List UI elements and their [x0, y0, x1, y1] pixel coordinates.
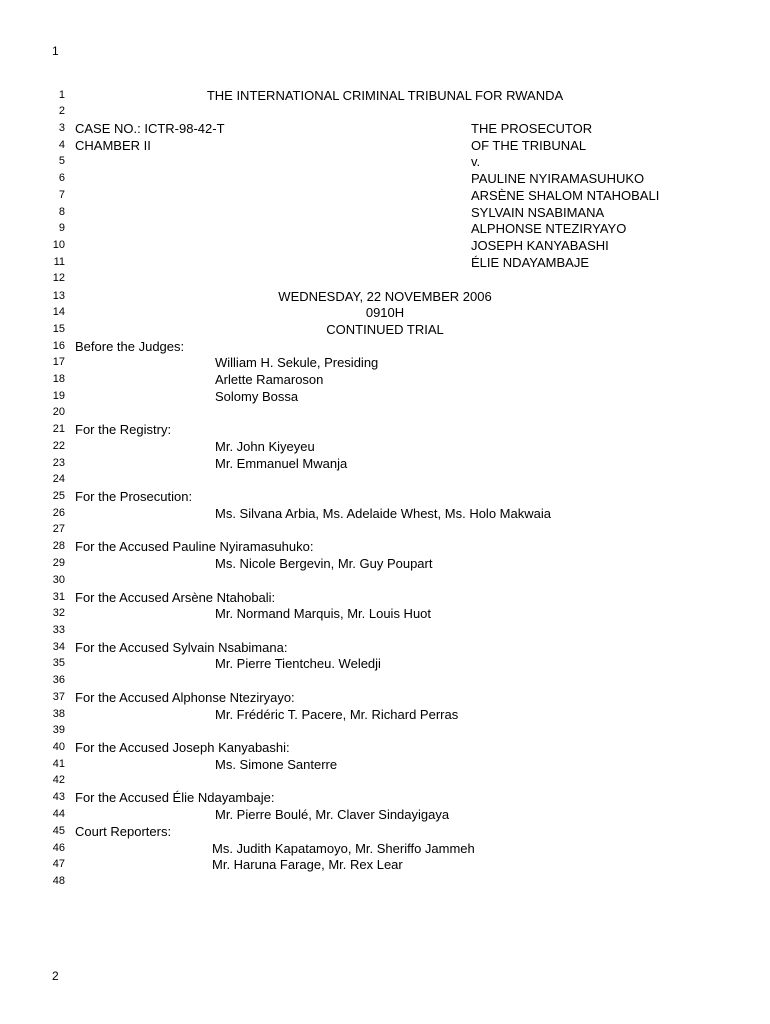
defence-counsel: Ms. Nicole Bergevin, Mr. Guy Poupart	[215, 556, 433, 571]
defence-label: For the Accused Arsène Ntahobali:	[75, 590, 276, 605]
party: THE PROSECUTOR	[471, 121, 593, 136]
line-number: 39	[52, 724, 65, 736]
party: JOSEPH KANYABASHI	[471, 238, 609, 253]
line-number: 27	[52, 523, 65, 535]
line-41	[0, 756, 770, 773]
line-number: 28	[52, 540, 65, 552]
line-48	[0, 873, 770, 890]
line-number: 1	[58, 89, 65, 101]
line-37	[0, 689, 770, 706]
prosecution-counsel: Ms. Silvana Arbia, Ms. Adelaide Whest, Ms. Holo Makwaia	[215, 506, 551, 521]
party: ARSÈNE SHALOM NTAHOBALI	[471, 188, 660, 203]
line-number: 17	[52, 356, 65, 368]
line-45	[0, 823, 770, 840]
line-number: 44	[52, 808, 65, 820]
party: ALPHONSE NTEZIRYAYO	[471, 221, 627, 236]
party: v.	[471, 154, 481, 169]
line-number: 42	[52, 774, 65, 786]
line-14	[0, 304, 770, 321]
line-number: 25	[52, 490, 65, 502]
line-number: 29	[52, 557, 65, 569]
case-number: CASE NO.: ICTR-98-42-T	[75, 121, 225, 136]
line-40	[0, 739, 770, 756]
line-26	[0, 505, 770, 522]
line-number: 6	[58, 172, 65, 184]
line-32	[0, 605, 770, 622]
party: PAULINE NYIRAMASUHUKO	[471, 171, 645, 186]
line-number: 30	[52, 574, 65, 586]
line-42	[0, 772, 770, 789]
line-17	[0, 354, 770, 371]
party: OF THE TRIBUNAL	[471, 138, 587, 153]
line-number: 2	[58, 105, 65, 117]
line-29	[0, 555, 770, 572]
chamber: CHAMBER II	[75, 138, 151, 153]
line-number: 47	[52, 858, 65, 870]
line-12	[0, 270, 770, 287]
defence-label: For the Accused Alphonse Nteziryayo:	[75, 690, 295, 705]
line-21	[0, 421, 770, 438]
line-number: 33	[52, 624, 65, 636]
defence-label: For the Accused Sylvain Nsabimana:	[75, 640, 288, 655]
line-number: 34	[52, 641, 65, 653]
page-number-bottom: 2	[52, 969, 59, 983]
line-number: 38	[52, 708, 65, 720]
line-28	[0, 538, 770, 555]
line-number: 48	[52, 875, 65, 887]
line-number: 21	[52, 423, 65, 435]
defence-label: For the Accused Joseph Kanyabashi:	[75, 740, 290, 755]
line-number: 11	[53, 256, 65, 268]
defence-counsel: Mr. Frédéric T. Pacere, Mr. Richard Perras	[215, 707, 459, 722]
line-5	[0, 153, 770, 170]
line-3	[0, 120, 770, 137]
line-27	[0, 521, 770, 538]
line-number: 8	[58, 206, 65, 218]
line-13	[0, 288, 770, 305]
line-number: 43	[52, 791, 65, 803]
line-10	[0, 237, 770, 254]
line-number: 16	[52, 340, 65, 352]
line-number: 10	[52, 239, 65, 251]
line-11	[0, 254, 770, 271]
line-number: 37	[52, 691, 65, 703]
prosecution-label: For the Prosecution:	[75, 489, 193, 504]
line-43	[0, 789, 770, 806]
line-number: 15	[52, 323, 65, 335]
line-39	[0, 722, 770, 739]
line-number: 23	[52, 457, 65, 469]
line-number: 35	[52, 657, 65, 669]
line-33	[0, 622, 770, 639]
judge-name: Solomy Bossa	[215, 389, 299, 404]
line-number: 13	[52, 290, 65, 302]
line-number: 12	[52, 272, 65, 284]
reporter-names: Ms. Judith Kapatamoyo, Mr. Sheriffo Jammeh	[212, 841, 475, 856]
defence-label: For the Accused Pauline Nyiramasuhuko:	[75, 539, 314, 554]
line-15	[0, 321, 770, 338]
line-number: 7	[58, 189, 65, 201]
party: SYLVAIN NSABIMANA	[471, 205, 605, 220]
line-46	[0, 840, 770, 857]
defence-counsel: Mr. Pierre Tientcheu. Weledji	[215, 656, 381, 671]
line-4	[0, 137, 770, 154]
line-38	[0, 706, 770, 723]
reporters-label: Court Reporters:	[75, 824, 172, 839]
line-number: 26	[52, 507, 65, 519]
line-30	[0, 572, 770, 589]
line-6	[0, 170, 770, 187]
line-1	[0, 87, 770, 104]
defence-counsel: Mr. Pierre Boulé, Mr. Claver Sindayigaya	[215, 807, 450, 822]
line-34	[0, 639, 770, 656]
line-number: 45	[52, 825, 65, 837]
line-number: 24	[52, 473, 65, 485]
line-number: 18	[52, 373, 65, 385]
line-2	[0, 103, 770, 120]
line-number: 31	[52, 591, 65, 603]
line-8	[0, 204, 770, 221]
line-20	[0, 404, 770, 421]
line-number: 40	[52, 741, 65, 753]
reporter-names: Mr. Haruna Farage, Mr. Rex Lear	[212, 857, 403, 872]
line-23	[0, 455, 770, 472]
line-9	[0, 220, 770, 237]
line-number: 4	[58, 139, 65, 151]
document-title: THE INTERNATIONAL CRIMINAL TRIBUNAL FOR RWANDA	[206, 88, 564, 103]
defence-counsel: Ms. Simone Santerre	[215, 757, 338, 772]
line-number: 32	[52, 607, 65, 619]
registry-name: Mr. Emmanuel Mwanja	[215, 456, 348, 471]
page-number-top: 1	[52, 44, 59, 58]
registry-label: For the Registry:	[75, 422, 172, 437]
line-number: 22	[52, 440, 65, 452]
line-19	[0, 388, 770, 405]
line-44	[0, 806, 770, 823]
defence-label: For the Accused Élie Ndayambaje:	[75, 790, 275, 805]
line-35	[0, 655, 770, 672]
judge-name: Arlette Ramaroson	[215, 372, 324, 387]
line-18	[0, 371, 770, 388]
session-type: CONTINUED TRIAL	[326, 322, 444, 337]
line-number: 9	[58, 222, 65, 234]
line-22	[0, 438, 770, 455]
party: ÉLIE NDAYAMBAJE	[471, 255, 589, 270]
judges-label: Before the Judges:	[75, 339, 185, 354]
line-31	[0, 589, 770, 606]
line-number: 14	[52, 306, 65, 318]
hearing-time: 0910H	[365, 305, 405, 320]
line-7	[0, 187, 770, 204]
line-16	[0, 338, 770, 355]
hearing-date: WEDNESDAY, 22 NOVEMBER 2006	[278, 289, 492, 304]
line-36	[0, 672, 770, 689]
judge-name: William H. Sekule, Presiding	[215, 355, 379, 370]
line-number: 20	[52, 406, 65, 418]
line-number: 46	[52, 842, 65, 854]
defence-counsel: Mr. Normand Marquis, Mr. Louis Huot	[215, 606, 432, 621]
line-number: 36	[52, 674, 65, 686]
line-number: 19	[52, 390, 65, 402]
line-number: 3	[58, 122, 65, 134]
line-number: 5	[58, 155, 65, 167]
registry-name: Mr. John Kiyeyeu	[215, 439, 315, 454]
line-number: 41	[52, 758, 65, 770]
line-24	[0, 471, 770, 488]
line-25	[0, 488, 770, 505]
line-47	[0, 856, 770, 873]
